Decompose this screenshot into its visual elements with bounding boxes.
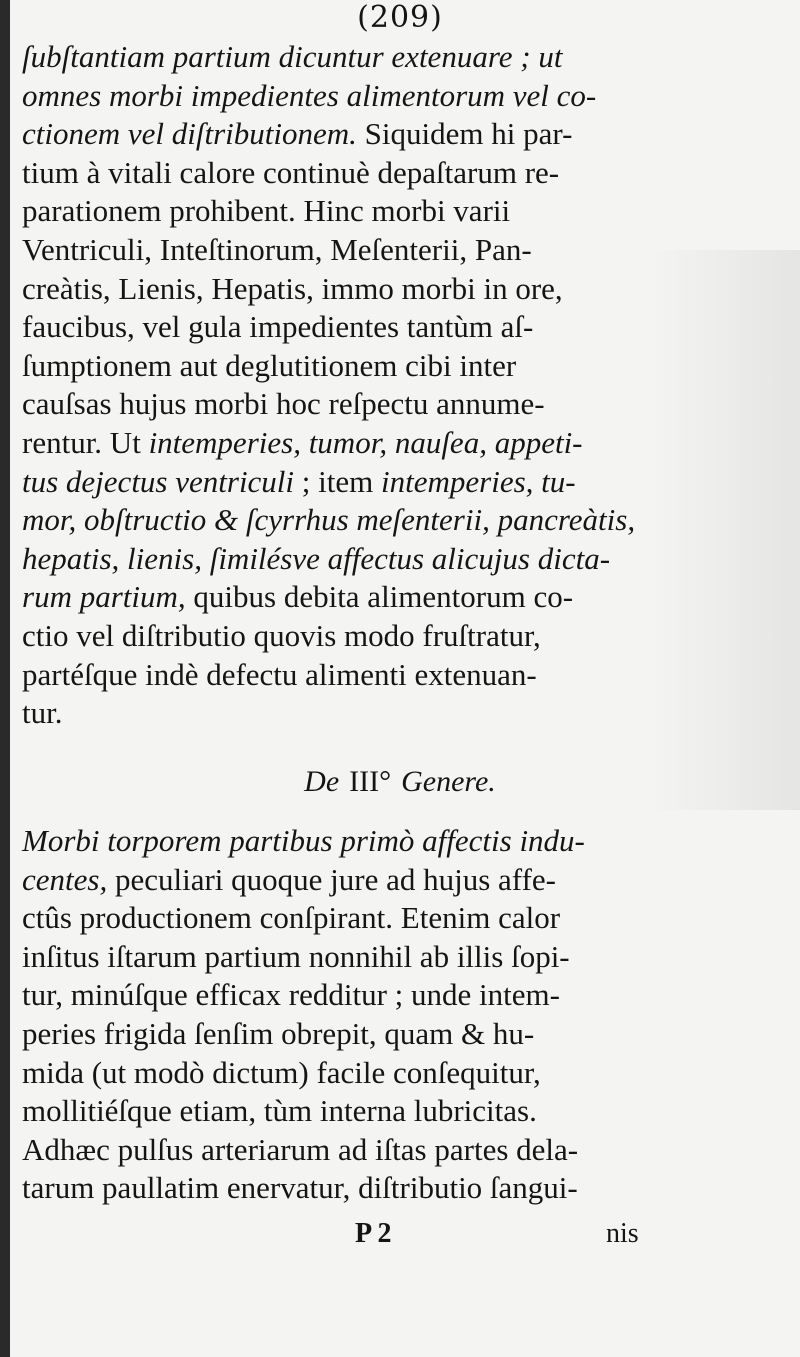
text-line xyxy=(22,861,648,899)
italic-text: tus dejectus ventriculi xyxy=(22,463,295,499)
roman-text: mollitiéſque etiam, tùm interna lubricitas. xyxy=(22,1093,537,1129)
text-line xyxy=(22,656,648,694)
text-line xyxy=(22,694,648,732)
roman-text: tarum paullatim enervatur, diſtributio ſangui- xyxy=(22,1170,578,1206)
roman-text: rentur. Ut xyxy=(22,425,149,460)
text-line xyxy=(22,38,648,76)
roman-text: creàtis, Lienis, Hepatis, immo morbi in ore, xyxy=(22,270,563,306)
text-line xyxy=(22,347,648,385)
show-through-shading xyxy=(650,250,800,810)
italic-text: rum partium, xyxy=(22,579,186,615)
text-line xyxy=(22,115,648,153)
italic-text: omnes morbi impedientes alimentorum vel co- xyxy=(22,77,597,113)
italic-text: intemperies, tumor, nauſea, appeti- xyxy=(148,425,583,460)
roman-text: peries frigida ſenſim obrepit, quam & hu- xyxy=(22,1016,535,1051)
signature-mark: P 2 xyxy=(355,1218,392,1249)
text-line xyxy=(22,385,648,423)
text-line xyxy=(22,424,648,462)
italic-text: Morbi torporem partibus primò affectis indu- xyxy=(22,823,585,858)
heading-numeral: III° xyxy=(349,765,392,798)
heading-prefix: De xyxy=(304,765,340,798)
roman-text: Adhæc pulſus arteriarum ad iſtas partes dela- xyxy=(22,1131,579,1167)
heading-suffix: Genere. xyxy=(401,765,496,798)
text-line xyxy=(22,1092,648,1130)
italic-text: centes, xyxy=(22,861,108,897)
roman-text: inſitus iſtarum partium nonnihil ab illis ſopi- xyxy=(22,938,570,974)
roman-text: parationem prohibent. Hinc morbi varii xyxy=(22,193,511,229)
text-line xyxy=(22,1015,648,1053)
roman-text: partéſque indè defectu alimenti extenuan- xyxy=(22,656,537,692)
italic-text: intemperies, tu- xyxy=(381,463,576,499)
roman-text: Siquidem hi par- xyxy=(356,116,573,152)
text-line xyxy=(22,501,648,539)
text-line xyxy=(22,899,648,937)
italic-text: ctionem vel diſtributionem. xyxy=(22,116,357,152)
roman-text: tur, minúſque efficax redditur ; unde intem- xyxy=(22,977,560,1013)
text-line xyxy=(22,976,648,1014)
roman-text: faucibus, vel gula impedientes tantùm aſ- xyxy=(22,309,534,345)
roman-text: ſumptionem aut deglutitionem cibi inter xyxy=(22,347,517,383)
text-line xyxy=(22,1169,648,1207)
text-line xyxy=(22,617,648,655)
italic-text: ſubſtantiam partium dicuntur extenuare ; ut xyxy=(22,39,563,74)
text-line xyxy=(22,308,648,346)
text-line xyxy=(22,540,648,578)
roman-text: peculiari quoque jure ad hujus affe- xyxy=(107,861,556,897)
catchword: nis xyxy=(606,1218,639,1249)
text-line xyxy=(22,822,648,860)
text-line xyxy=(22,1054,648,1092)
roman-text: ctio vel diſtributio quovis modo fruſtratur, xyxy=(22,618,541,653)
text-line xyxy=(22,231,648,269)
text-line xyxy=(22,463,648,501)
text-line xyxy=(22,77,648,115)
page-gutter-shadow xyxy=(0,0,10,1357)
roman-text: quibus debita alimentorum co- xyxy=(185,579,574,615)
roman-text: tium à vitali calore continuè depaſtarum re- xyxy=(22,154,560,190)
roman-text: Ventriculi, Inteſtinorum, Meſenterii, Pan- xyxy=(22,232,532,267)
page-number: (209) xyxy=(357,0,443,35)
section-heading xyxy=(0,765,800,799)
text-line xyxy=(22,154,648,192)
italic-text: mor, obſtructio & ſcyrrhus meſenterii, pancreàtis, xyxy=(22,502,636,538)
italic-text: hepatis, lienis, ſimilésve affectus alicujus dicta- xyxy=(22,540,611,576)
roman-text: tur. xyxy=(22,695,63,731)
text-line xyxy=(22,938,648,976)
text-line xyxy=(22,192,648,230)
text-line xyxy=(22,578,648,616)
roman-text: ; item xyxy=(294,463,382,499)
roman-text: mida (ut modò dictum) facile conſequitur, xyxy=(22,1054,541,1090)
roman-text: cauſsas hujus morbi hoc reſpectu annume- xyxy=(22,386,545,422)
text-line xyxy=(22,1131,648,1169)
text-line xyxy=(22,270,648,308)
roman-text: ctûs productionem conſpirant. Etenim calor xyxy=(22,900,561,936)
